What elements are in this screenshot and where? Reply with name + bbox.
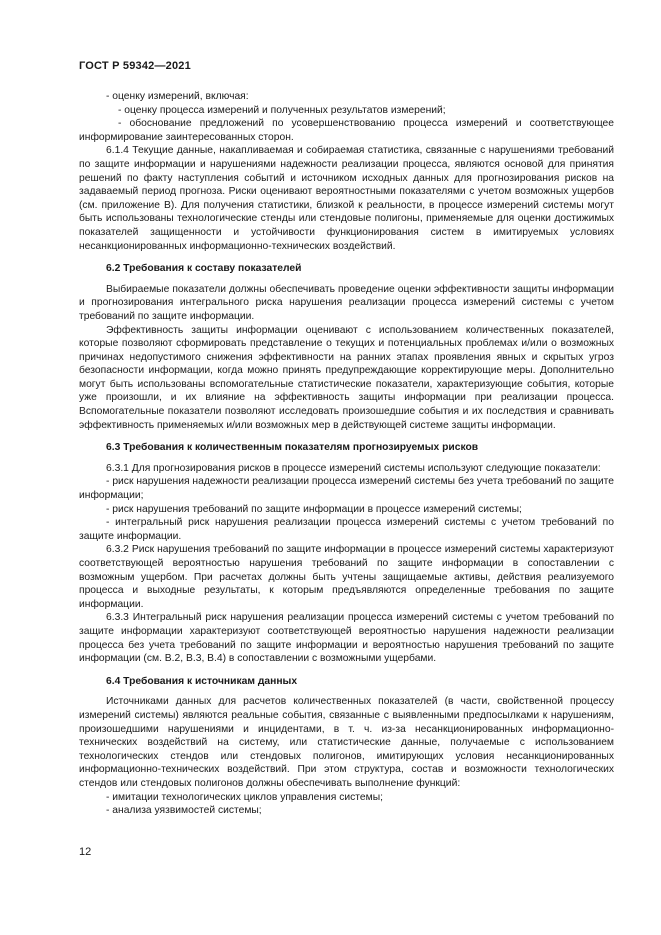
- list-item: - риск нарушения требований по защите информации в процессе измерений системы;: [106, 503, 522, 515]
- paragraph: Эффективность защиты информации оценивают с использованием количественных показателей, которые позволяют сформировать представление о текущих и потенциальных проблемах и/или о возможных причинах недопустимого снижения эффективности на ранних этапах проявления явных и скрытых угроз безопасности информации, когда можно принять предупреждающие корректирующие меры. Дополнительно могут быть использованы вспомогательные статистические показатели, характеризующие события, которые уже произошли, и их влияние на эффективность защиты информации при реализации процесса. Вспомогательные показатели позволяют исследовать произошедшие события и их последствия и сравнивать эффективность применяемых и/или возможных мер в действующей системе защиты информации.: [79, 324, 614, 431]
- page-number: 12: [79, 846, 92, 858]
- document-body: [79, 90, 614, 818]
- list-item: - имитации технологических циклов управления системы;: [106, 791, 383, 803]
- paragraph: Источниками данных для расчетов количественных показателей (в части, свойственной процессу измерений системы) являются реальные события, связанные с выявленными предпосылками к нарушениям, произошедшими нарушениями и инцидентами, в т. ч. из-за несанкционированных информационно-технических воздействий на систему, или статистические данные, получаемые с использованием технологических стендов или стендовых полигонов, имитирующих условия несанкционированных информационно-технических воздействий. При этом структура, состав и возможности технологических стендов или стендовых полигонов должны обеспечивать выполнение функций:: [79, 696, 614, 789]
- paragraph-6-3-2: 6.3.2 Риск нарушения требований по защите информации в процессе измерений системы характеризуют соответствующей вероятностью нарушения требований по защите информации в сопоставлении с возможным ущербом. При расчетах должны быть учтены защищаемые активы, действия реализуемого процесса и выходные результаты, к которым предъявляются определенные требования по защите информации.: [79, 544, 614, 610]
- paragraph-6-1-4: 6.1.4 Текущие данные, накапливаемая и собираемая статистика, связанные с нарушениями требований по защите информации и нарушениями надежности реализации процесса, являются основой для принятия решений по факту наступления событий и источником исходных данных для прогнозирования рисков на задаваемый период прогноза. Риски оценивают вероятностными показателями с учетом возможных ущербов (см. приложение В). Для получения статистики, близкой к реальности, в процессе измерений системы могут быть использованы технологические стенды или стендовые полигоны, применяемые для оценки достижимых показателей защищенности и устойчивости функционирования систем в имитируемых условиях несанкционированных информационно-технических воздействий.: [79, 145, 614, 252]
- list-item: - оценку процесса измерений и полученных результатов измерений;: [118, 104, 446, 116]
- paragraph: Выбираемые показатели должны обеспечивать проведение оценки эффективности защиты информации и прогнозирования интегрального риска нарушения реализации процесса измерений системы с учетом требований по защите информации.: [79, 283, 614, 322]
- paragraph-6-3-1: 6.3.1 Для прогнозирования рисков в процессе измерений системы используют следующие показатели:: [106, 462, 601, 474]
- section-heading-6-4: 6.4 Требования к источникам данных: [106, 675, 298, 687]
- paragraph-6-3-3: 6.3.3 Интегральный риск нарушения реализации процесса измерений системы с учетом требований по защите информации характеризуют соответствующей вероятностью нарушения надежности реализации процесса без учета требований по защите информации и вероятностью нарушения требований по защите информации (см. В.2, В.3, В.4) в сопоставлении с возможными ущербами.: [79, 612, 614, 665]
- section-heading-6-3: 6.3 Требования к количественным показателям прогнозируемых рисков: [106, 442, 479, 454]
- list-item: - оценку измерений, включая:: [106, 91, 249, 102]
- list-item: - интегральный риск нарушения реализации процесса измерений системы с учетом требований по защите информации.: [79, 517, 614, 542]
- document-header: ГОСТ Р 59342—2021: [79, 60, 191, 72]
- list-item: - обоснование предложений по усовершенствованию процесса измерений и соответствующее информирование заинтересованных сторон.: [79, 118, 614, 143]
- list-item: - анализа уязвимостей системы;: [106, 805, 262, 817]
- list-item: - риск нарушения надежности реализации процесса измерений системы без учета требований по защите информации;: [79, 476, 614, 502]
- section-heading-6-2: 6.2 Требования к составу показателей: [106, 263, 302, 275]
